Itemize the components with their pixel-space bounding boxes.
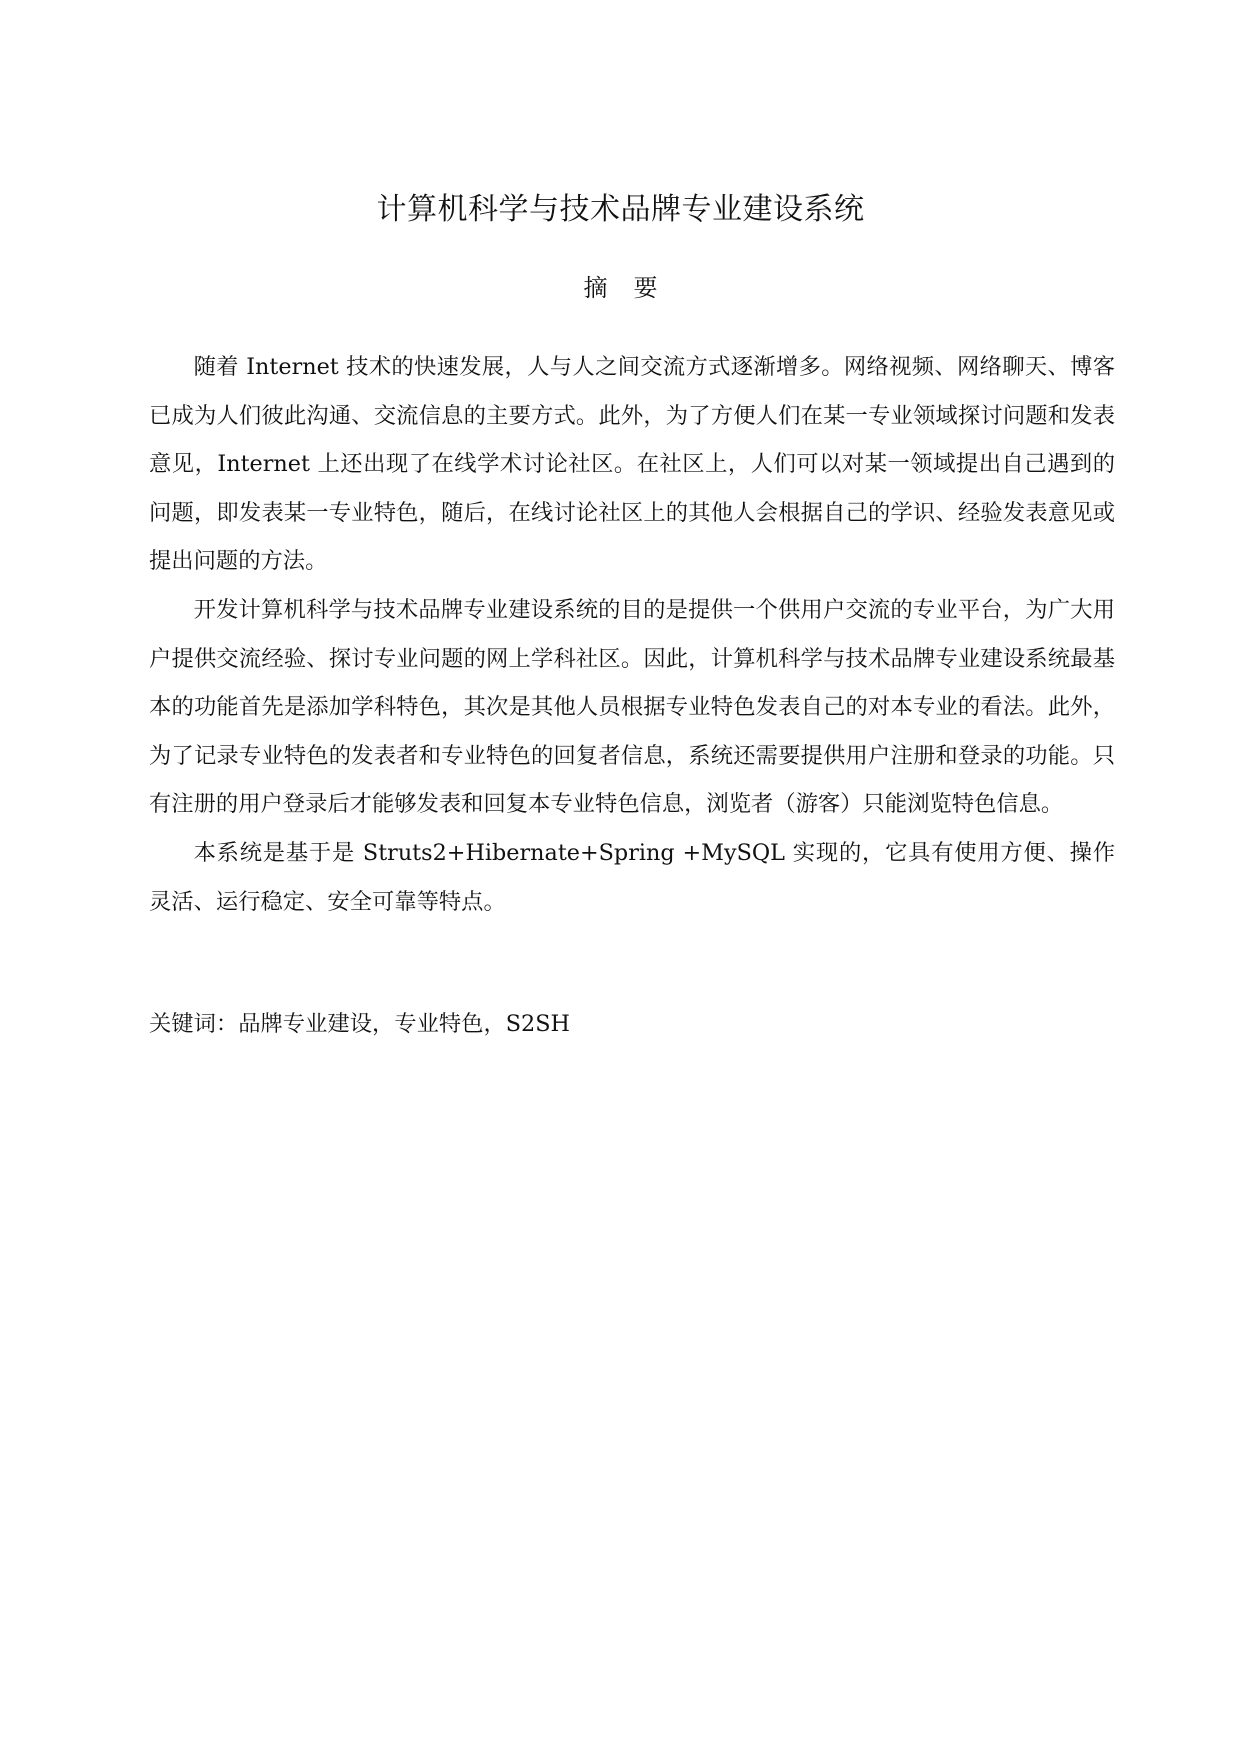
keywords-line xyxy=(149,1004,1115,1044)
abstract-heading: 摘要 xyxy=(583,274,684,302)
abstract-body xyxy=(149,343,1115,926)
keywords-label: 关键词： xyxy=(149,1011,239,1037)
abstract-paragraph-1: 随着 Internet 技术的快速发展，人与人之间交流方式逐渐增多。网络视频、网络聊天、博客已成为人们彼此沟通、交流信息的主要方式。此外，为了方便人们在某一专业领域探讨问题和发表意见，Internet 上还出现了在线学术讨论社区。在社区上，人们可以对某一领域提出自己遇到的问题，即发表某一专业特色，随后，在线讨论社区上的其他人会根据自己的学识、经验发表意见或提出问题的方法。 xyxy=(149,354,1115,575)
document-title: 计算机科学与技术品牌专业建设系统 xyxy=(376,192,865,227)
keywords-value: 品牌专业建设，专业特色，S2SH xyxy=(238,1011,570,1037)
abstract-paragraph-3: 本系统是基于是 Struts2+Hibernate+Spring +MySQL 实现的，它具有使用方便、操作灵活、运行稳定、安全可靠等特点。 xyxy=(149,839,1115,915)
abstract-paragraph-2: 开发计算机科学与技术品牌专业建设系统的目的是提供一个供用户交流的专业平台，为广大用户提供交流经验、探讨专业问题的网上学科社区。因此，计算机科学与技术品牌专业建设系统最基本的功能首先是添加学科特色，其次是其他人员根据专业特色发表自己的对本专业的看法。此外，为了记录专业特色的发表者和专业特色的回复者信息，系统还需要提供用户注册和登录的功能。只有注册的用户登录后才能够发表和回复本专业特色信息，浏览者（游客）只能浏览特色信息。 xyxy=(149,596,1115,818)
